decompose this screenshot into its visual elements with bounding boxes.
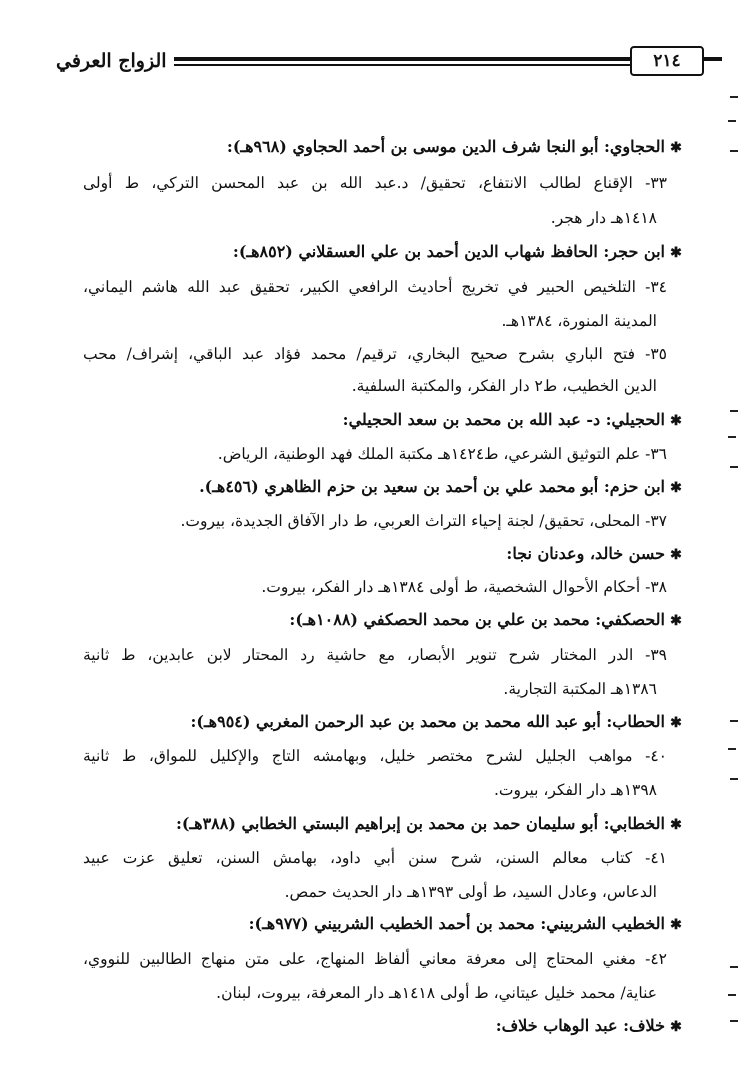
star-bullet-icon: ✱ bbox=[670, 413, 682, 429]
margin-mark bbox=[730, 966, 738, 968]
margin-mark bbox=[730, 720, 738, 722]
margin-mark bbox=[730, 466, 738, 468]
author-heading: ✱ابن حزم: أبو محمد علي بن أحمد بن سعيد بن حزم الظاهري (٤٥٦هـ). bbox=[83, 476, 683, 499]
margin-mark bbox=[730, 1020, 738, 1022]
author-heading: ✱خلاف: عبد الوهاب خلاف: bbox=[83, 1015, 683, 1038]
author-heading: ✱حسن خالد، وعدنان نجا: bbox=[83, 543, 683, 566]
reference-continuation: الدعاس، وعادل السيد، ط أولى ١٣٩٣هـ دار الحديث حمص. bbox=[284, 883, 657, 901]
author-heading: ✱الخطيب الشربيني: محمد بن أحمد الخطيب الشربيني (٩٧٧هـ): bbox=[83, 913, 683, 936]
reference-continuation: عناية/ محمد خليل عيتاني، ط أولى ١٤١٨هـ دار المعرفة، بيروت، لبنان. bbox=[216, 984, 657, 1002]
star-bullet-icon: ✱ bbox=[670, 715, 682, 731]
reference-entry: ٤٢- مغني المحتاج إلى معرفة معاني ألفاظ المنهاج، على متن منهاج الطالبين للنووي، bbox=[83, 950, 667, 968]
reference-entry: ٣٥- فتح الباري بشرح صحيح البخاري، ترقيم/ محمد فؤاد عبد الباقي، إشراف/ محب bbox=[83, 345, 667, 363]
author-heading: ✱الحجاوي: أبو النجا شرف الدين موسى بن أحمد الحجاوي (٩٦٨هـ): bbox=[83, 136, 683, 159]
reference-entry: ٣٤- التلخيص الحبير في تخريج أحاديث الرافعي الكبير، تحقيق عبد الله هاشم اليماني، bbox=[83, 278, 667, 296]
header-rule-thin bbox=[174, 64, 630, 66]
reference-entry: ٤١- كتاب معالم السنن، شرح سنن أبي داود، بهامش السنن، تعليق عزت عبيد bbox=[83, 849, 667, 867]
author-heading: ✱الحصكفي: محمد بن علي بن محمد الحصكفي (١٠٨٨هـ): bbox=[83, 609, 683, 632]
author-heading: ✱الحجيلي: د- عبد الله بن محمد بن سعد الحجيلي: bbox=[83, 409, 683, 432]
reference-entry: ٣٨- أحكام الأحوال الشخصية، ط أولى ١٣٨٤هـ دار الفكر، بيروت. bbox=[261, 578, 667, 596]
star-bullet-icon: ✱ bbox=[670, 817, 682, 833]
reference-continuation: المدينة المنورة، ١٣٨٤هـ. bbox=[501, 312, 657, 330]
margin-mark bbox=[728, 994, 736, 996]
margin-mark bbox=[728, 120, 736, 122]
running-title: الزواج العرفي bbox=[56, 50, 167, 72]
reference-entry: ٣٣- الإقناع لطالب الانتفاع، تحقيق/ د.عبد الله بن عبد المحسن التركي، ط أولى bbox=[83, 174, 667, 192]
reference-entry: ٣٧- المحلى، تحقيق/ لجنة إحياء التراث العربي، ط دار الآفاق الجديدة، بيروت. bbox=[180, 512, 667, 530]
reference-entry: ٣٩- الدر المختار شرح تنوير الأبصار، مع حاشية رد المحتار لابن عابدين، ط ثانية bbox=[83, 646, 667, 664]
author-heading: ✱الخطابي: أبو سليمان حمد بن محمد بن إبراهيم البستي الخطابي (٣٨٨هـ): bbox=[83, 813, 683, 836]
margin-mark bbox=[728, 436, 736, 438]
reference-continuation: الدين الخطيب، ط٢ دار الفكر، والمكتبة السلفية. bbox=[351, 377, 657, 395]
page-header bbox=[56, 46, 704, 86]
header-rule-thick bbox=[174, 57, 630, 61]
reference-entry: ٤٠- مواهب الجليل لشرح مختصر خليل، وبهامشه التاج والإكليل للمواق، ط ثانية bbox=[83, 747, 667, 765]
reference-continuation: ١٤١٨هـ دار هجر. bbox=[550, 209, 657, 227]
star-bullet-icon: ✱ bbox=[670, 547, 682, 563]
margin-mark bbox=[730, 410, 738, 412]
star-bullet-icon: ✱ bbox=[670, 245, 682, 261]
reference-continuation: ١٣٨٦هـ المكتبة التجارية. bbox=[503, 680, 657, 698]
star-bullet-icon: ✱ bbox=[670, 1019, 682, 1035]
star-bullet-icon: ✱ bbox=[670, 480, 682, 496]
reference-entry: ٣٦- علم التوثيق الشرعي، ط١٤٢٤هـ مكتبة الملك فهد الوطنية، الرياض. bbox=[217, 445, 667, 463]
margin-mark bbox=[730, 150, 738, 152]
margin-mark bbox=[730, 778, 738, 780]
star-bullet-icon: ✱ bbox=[670, 140, 682, 156]
author-heading: ✱ابن حجر: الحافظ شهاب الدين أحمد بن علي العسقلاني (٨٥٢هـ): bbox=[83, 241, 683, 264]
author-heading: ✱الحطاب: أبو عبد الله محمد بن محمد بن عبد الرحمن المغربي (٩٥٤هـ): bbox=[83, 711, 683, 734]
star-bullet-icon: ✱ bbox=[670, 613, 682, 629]
page-number: ٢١٤ bbox=[630, 46, 704, 76]
header-rule-right bbox=[704, 57, 722, 61]
margin-mark bbox=[728, 748, 736, 750]
reference-continuation: ١٣٩٨هـ دار الفكر، بيروت. bbox=[493, 781, 657, 799]
margin-mark bbox=[730, 96, 738, 98]
star-bullet-icon: ✱ bbox=[670, 917, 682, 933]
